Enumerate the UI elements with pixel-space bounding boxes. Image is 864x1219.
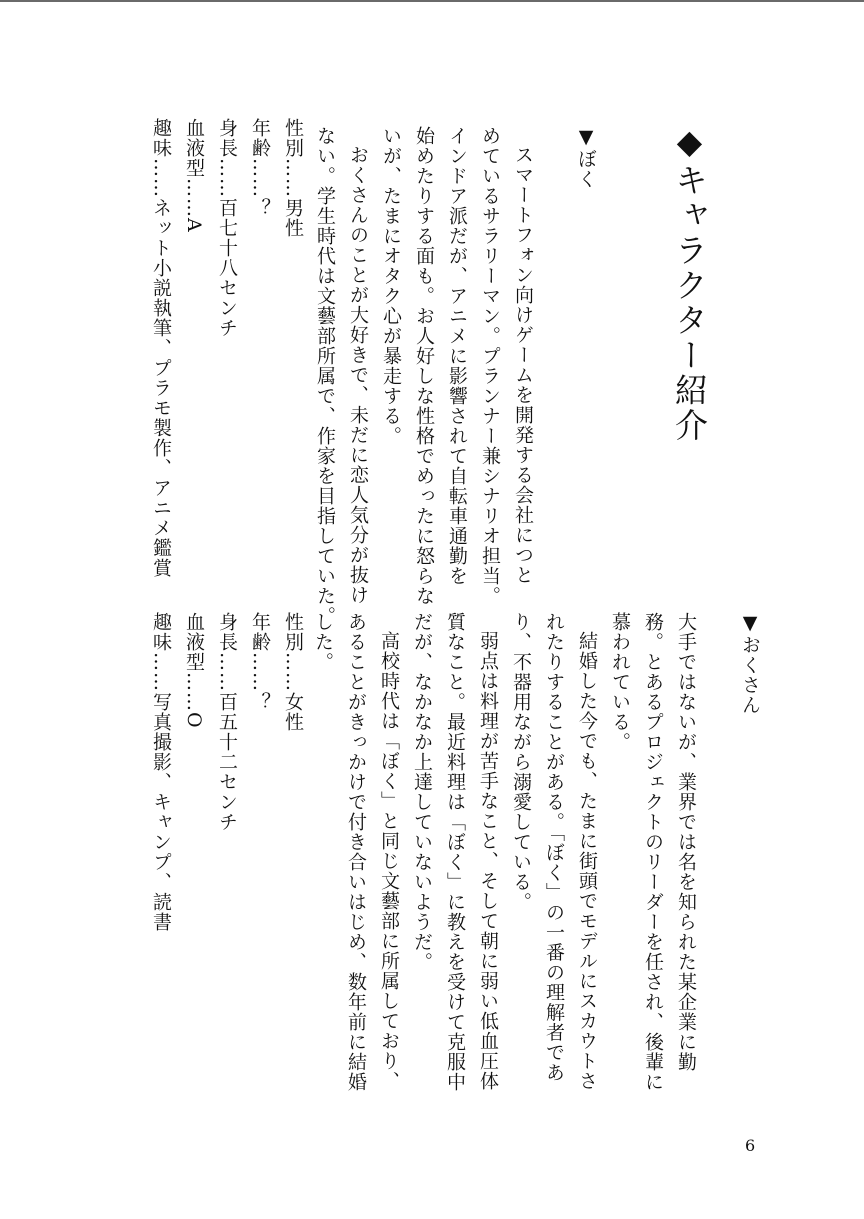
okusan-profile-height: 身長……百五十二センチ [216,612,238,832]
boku-line: おくさんのことが大好きで、未だに恋人気分が抜け [347,145,369,605]
boku-line: 始めたりする面も。お人好しな性格でめったに怒らな [413,126,435,606]
boku-line: インドア派だが、アニメに影響されて自転車通勤を [446,126,468,586]
boku-profile-blood: 血液型……A [183,118,205,233]
boku-line: スマートフォン向けゲームを開発する会社につと [512,145,534,585]
boku-profile-hobby: 趣味……ネット小説執筆、プラモ製作、アニメ鑑賞 [150,118,172,578]
top-rule [0,0,864,2]
okusan-line: 慕われている。 [609,612,631,752]
boku-line: いが、たまにオタク心が暴走する。 [380,126,402,446]
boku-profile-gender: 性別……男性 [282,118,304,238]
okusan-line: れたりすることがある。「ぼく」の一番の理解者であ [543,612,565,1083]
okusan-line: り、不器用ながら溺愛している。 [510,612,532,912]
boku-profile-height: 身長……百七十八センチ [216,118,238,338]
okusan-profile-age: 年齢……？ [249,612,271,712]
boku-line: めているサラリーマン。プランナー兼シナリオ担当。 [479,126,501,606]
boku-profile [144,118,309,578]
okusan-line: 結婚した今でも、たまに街頭でモデルにスカウトさ [576,631,598,1091]
okusan-profile-gender: 性別……女性 [282,612,304,732]
okusan-line: 弱点は料理が苦手なこと、そして朝に弱い低血圧体 [477,631,499,1091]
okusan-line: だが、なかなか上達していないようだ。 [411,612,433,972]
okusan-description [306,612,702,1092]
page-title: ◆キャラクター紹介 [670,122,709,443]
okusan-profile-blood: 血液型……O [183,612,205,729]
boku-line: ない。学生時代は文藝部所属で、作家を目指していた。 [314,126,336,626]
okusan-line: 高校時代は「ぼく」と同じ文藝部に所属しており、 [378,631,400,1091]
okusan-line: 質なこと。最近料理は「ぼく」に教えを受けて克服中 [444,612,466,1092]
okusan-profile-hobby: 趣味……写真撮影、キャンプ、読書 [150,612,172,932]
boku-profile-age: 年齢……？ [249,118,271,218]
okusan-heading: ▼おくさん [739,612,761,715]
okusan-line: あることがきっかけで付き合いはじめ、数年前に結婚 [345,612,367,1092]
okusan-line: した。 [312,612,334,672]
boku-heading: ▼ぼく [575,126,597,189]
boku-description [308,126,539,626]
okusan-line: 務。とあるプロジェクトのリーダーを任され、後輩に [642,612,664,1092]
okusan-line: 大手ではないが、業界では名を知られた某企業に勤 [675,612,697,1072]
page-number: 6 [745,1136,756,1155]
okusan-profile [144,612,309,932]
